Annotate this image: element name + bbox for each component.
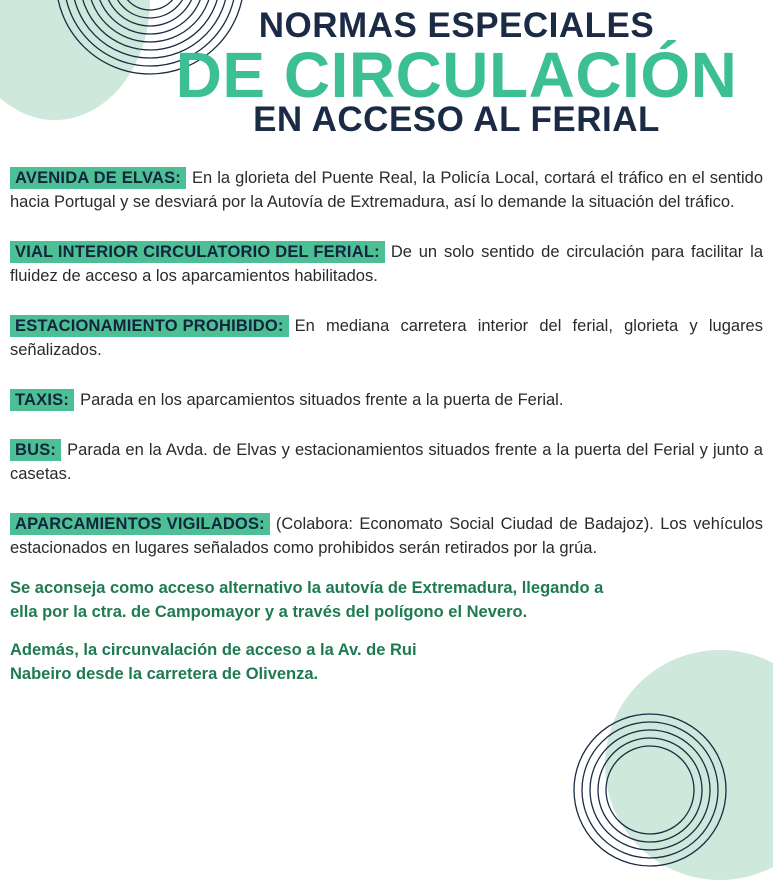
note-alternative-access: Se aconseja como acceso alternativo la autovía de Extremadura, llegando a ella por la ctra. de Campomayor y a través del polígono el Nevero. — [10, 579, 604, 621]
rule-label: BUS: — [10, 439, 61, 461]
rules-content — [10, 166, 763, 700]
rule-text: Parada en los aparcamientos situados frente a la puerta de Ferial. — [80, 391, 564, 409]
rule-label: APARCAMIENTOS VIGILADOS: — [10, 513, 270, 535]
rule-estacionamiento — [10, 314, 763, 362]
title-line-2: DE CIRCULACIÓN — [175, 39, 738, 111]
rule-taxis — [10, 388, 763, 412]
title-line-1: NORMAS ESPECIALES — [258, 6, 655, 45]
rule-aparcamientos — [10, 512, 763, 560]
rule-avenida-elvas — [10, 166, 763, 214]
note-circunvalacion: Además, la circunvalación de acceso a la Av. de Rui Nabeiro desde la carretera de Olivenza. — [10, 641, 417, 683]
rule-vial-interior — [10, 240, 763, 288]
rule-text: Parada en la Avda. de Elvas y estacionamientos situados frente a la puerta del Ferial y junto a casetas. — [10, 441, 763, 483]
rule-text: (Colabora: Economato Social Ciudad de Badajoz). Los vehículos estacionados en lugares señalados como prohibidos serán retirados por la grúa. — [10, 515, 763, 557]
rule-bus — [10, 438, 763, 486]
rule-label: VIAL INTERIOR CIRCULATORIO DEL FERIAL: — [10, 241, 385, 263]
title-line-3: EN ACCESO AL FERIAL — [253, 100, 660, 139]
rule-text: En la glorieta del Puente Real, la Policía Local, cortará el tráfico en el sentido hacia Portugal y se desviará por la Autovía de Extremadura, así lo demande la situación del tráfico. — [10, 169, 763, 211]
rule-label: AVENIDA DE ELVAS: — [10, 167, 186, 189]
rule-text: En mediana carretera interior del ferial, glorieta y lugares señalizados. — [10, 317, 763, 359]
rule-label: ESTACIONAMIENTO PROHIBIDO: — [10, 315, 289, 337]
rule-text: De un solo sentido de circulación para facilitar la fluidez de acceso a los aparcamientos habilitados. — [10, 243, 763, 285]
rule-label: TAXIS: — [10, 389, 74, 411]
